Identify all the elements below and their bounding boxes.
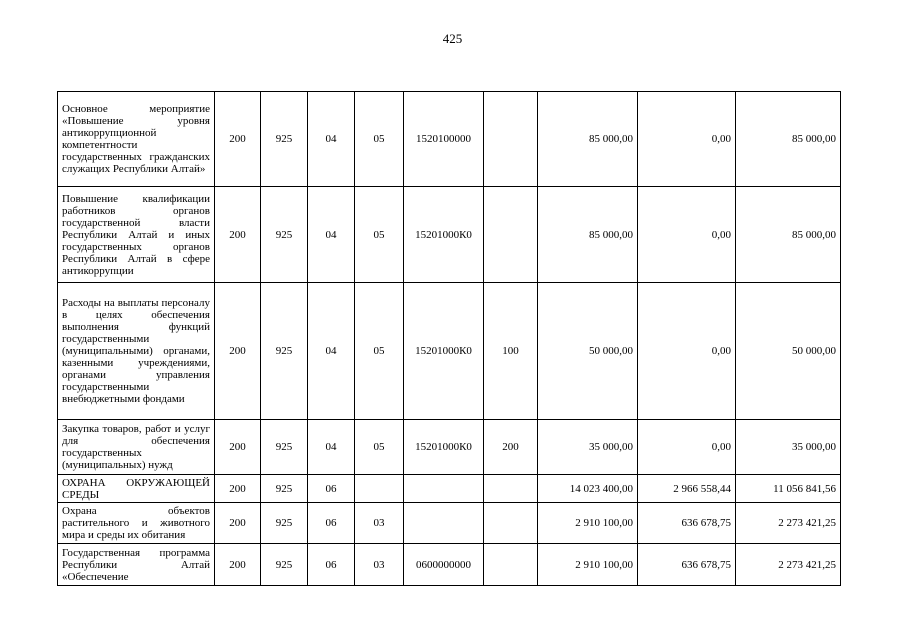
row-target-code (404, 503, 484, 544)
row-amount-planned: 2 910 100,00 (538, 503, 638, 544)
row-name: Повышение квалификации работников органов государственной власти Республики Алтай и иных государственных органов Республики Алтай в сфере антикоррупции (58, 187, 215, 283)
row-col2: 925 (261, 420, 308, 475)
table-row (58, 544, 841, 586)
row-name: Расходы на выплаты персоналу в целях обеспечения выполнения функций государственными (муниципальными) органами, казенными учреждениями, органами управления государственными внебюджетными фондами (58, 283, 215, 420)
row-section: 06 (308, 503, 355, 544)
row-section: 06 (308, 544, 355, 586)
row-amount-executed: 2 966 558,44 (638, 475, 736, 503)
row-amount-planned: 85 000,00 (538, 92, 638, 187)
row-subsection: 03 (355, 503, 404, 544)
row-amount-executed: 0,00 (638, 283, 736, 420)
row-amount-remaining: 11 056 841,56 (736, 475, 841, 503)
row-expense-type (484, 544, 538, 586)
table-row (58, 475, 841, 503)
row-col2: 925 (261, 92, 308, 187)
row-target-code: 1520100000 (404, 92, 484, 187)
row-amount-planned: 35 000,00 (538, 420, 638, 475)
row-expense-type (484, 475, 538, 503)
row-amount-remaining: 85 000,00 (736, 187, 841, 283)
row-section: 04 (308, 420, 355, 475)
row-amount-executed: 0,00 (638, 187, 736, 283)
row-subsection: 05 (355, 420, 404, 475)
table-row (58, 503, 841, 544)
row-expense-type: 200 (484, 420, 538, 475)
row-col2: 925 (261, 544, 308, 586)
row-target-code: 15201000К0 (404, 420, 484, 475)
row-target-code: 15201000К0 (404, 187, 484, 283)
row-amount-planned: 50 000,00 (538, 283, 638, 420)
row-subsection: 05 (355, 92, 404, 187)
row-expense-type (484, 92, 538, 187)
row-col1: 200 (215, 475, 261, 503)
row-name: ОХРАНА ОКРУЖАЮЩЕЙ СРЕДЫ (58, 475, 215, 503)
page-number: 425 (442, 31, 463, 46)
row-amount-executed: 636 678,75 (638, 544, 736, 586)
row-col1: 200 (215, 283, 261, 420)
row-name: Государственная программа Республики Алтай «Обеспечение (58, 544, 215, 586)
row-expense-type (484, 503, 538, 544)
row-expense-type (484, 187, 538, 283)
row-amount-executed: 0,00 (638, 420, 736, 475)
row-amount-planned: 14 023 400,00 (538, 475, 638, 503)
row-amount-remaining: 35 000,00 (736, 420, 841, 475)
row-target-code (404, 475, 484, 503)
table-row (58, 420, 841, 475)
row-amount-planned: 2 910 100,00 (538, 544, 638, 586)
row-col2: 925 (261, 503, 308, 544)
row-name: Закупка товаров, работ и услуг для обеспечения государственных (муниципальных) нужд (58, 420, 215, 475)
row-col2: 925 (261, 475, 308, 503)
row-subsection: 05 (355, 283, 404, 420)
row-amount-remaining: 50 000,00 (736, 283, 841, 420)
row-expense-type: 100 (484, 283, 538, 420)
row-amount-planned: 85 000,00 (538, 187, 638, 283)
row-col2: 925 (261, 187, 308, 283)
row-amount-executed: 0,00 (638, 92, 736, 187)
row-amount-executed: 636 678,75 (638, 503, 736, 544)
row-name: Основное мероприятие «Повышение уровня антикоррупционной компетентности государственных гражданских служащих Республики Алтай» (58, 92, 215, 187)
row-section: 04 (308, 283, 355, 420)
row-subsection: 05 (355, 187, 404, 283)
budget-table (57, 91, 841, 586)
row-amount-remaining: 2 273 421,25 (736, 503, 841, 544)
row-subsection: 03 (355, 544, 404, 586)
row-col2: 925 (261, 283, 308, 420)
row-target-code: 15201000К0 (404, 283, 484, 420)
row-col1: 200 (215, 420, 261, 475)
table-row (58, 187, 841, 283)
row-section: 04 (308, 92, 355, 187)
row-subsection (355, 475, 404, 503)
row-col1: 200 (215, 503, 261, 544)
row-target-code: 0600000000 (404, 544, 484, 586)
table-row (58, 283, 841, 420)
row-col1: 200 (215, 92, 261, 187)
row-amount-remaining: 85 000,00 (736, 92, 841, 187)
row-col1: 200 (215, 544, 261, 586)
row-section: 06 (308, 475, 355, 503)
row-section: 04 (308, 187, 355, 283)
row-amount-remaining: 2 273 421,25 (736, 544, 841, 586)
table-row (58, 92, 841, 187)
row-name: Охрана объектов растительного и животного мира и среды их обитания (58, 503, 215, 544)
row-col1: 200 (215, 187, 261, 283)
